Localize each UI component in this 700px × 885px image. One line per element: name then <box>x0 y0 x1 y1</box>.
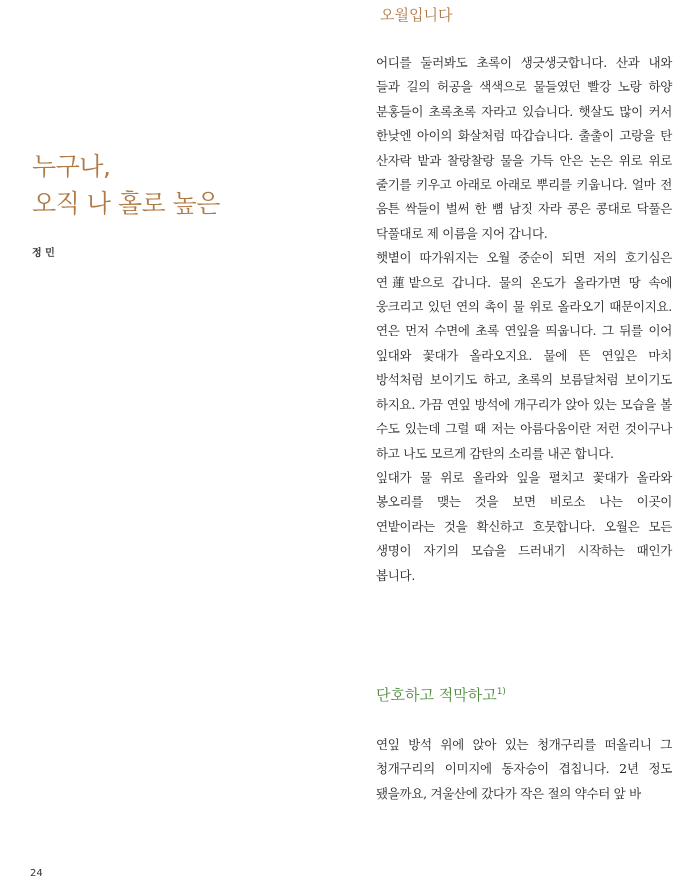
title-block <box>32 148 332 259</box>
article-title <box>32 148 332 222</box>
page-number: 24 <box>30 868 43 879</box>
section-2-heading <box>376 684 506 705</box>
paragraph: 연잎 방석 위에 앉아 있는 청개구리를 떠올리니 그 청개구리의 이미지에 동자승이 겹칩니다. 2년 정도 됐을까요, 겨울산에 갔다가 작은 절의 약수터 앞 바 <box>376 737 672 801</box>
section-1-heading: 오월입니다 <box>380 6 453 24</box>
section-2-heading-text: 단호하고 적막하고 <box>376 686 497 704</box>
article-title-line-1: 누구나, <box>32 152 111 181</box>
footnote-marker[interactable]: 1) <box>496 687 506 697</box>
paragraph: 잎대가 물 위로 올라와 잎을 펼치고 꽃대가 올라와 봉오리를 맺는 것을 보면 비로소 나는 이곳이 연밭이라는 것을 확신하고 흐뭇합니다. 오월은 모든 생명이 자기의 모습을 드러내기 시작하는 때인가 봅니다. <box>376 469 672 583</box>
section-2-body <box>376 733 672 806</box>
paragraph: 어디를 둘러봐도 초록이 생긋생긋합니다. 산과 내와 들과 길의 허공을 색색으로 물들였던 빨강 노랑 하양 분홍들이 초록초록 자라고 있습니다. 햇살도 많이 커서 한낮엔 아이의 화살처럼 따갑습니다. 출출이 고랑을 탄 산자락 밭과 찰랑찰랑 물을 가득 안은 논은 위로 위로 줄기를 키우고 아래로 아래로 뿌리를 키웁니다. 얼마 전 움튼 싹들이 벌써 한 뼘 남짓 자라 콩은 콩대로 닥풀은 닥풀대로 제 이름을 지어 갑니다. <box>376 55 672 241</box>
paragraph: 햇볕이 따가워지는 오월 중순이 되면 저의 호기심은 연蓮밭으로 갑니다. 물의 온도가 올라가면 땅 속에 웅크리고 있던 연의 촉이 물 위로 올라오기 때문이지요. 연은 먼저 수면에 초록 연잎을 띄웁니다. 그 뒤를 이어 잎대와 꽃대가 올라오지요. 물에 뜬 연잎은 마치 방석처럼 보이기도 하고, 초록의 보름달처럼 보이기도 하지요. 가끔 연잎 방석에 개구리가 앉아 있는 모습을 볼 수도 있는데 그럴 때 저는 아름다움이란 저런 것이구나 하고 나도 모르게 감탄의 소리를 내곤 합니다. <box>376 250 672 461</box>
article-title-line-2: 오직 나 홀로 높은 <box>32 189 220 218</box>
author-name: 정 민 <box>32 248 55 259</box>
section-1-body <box>376 51 672 588</box>
